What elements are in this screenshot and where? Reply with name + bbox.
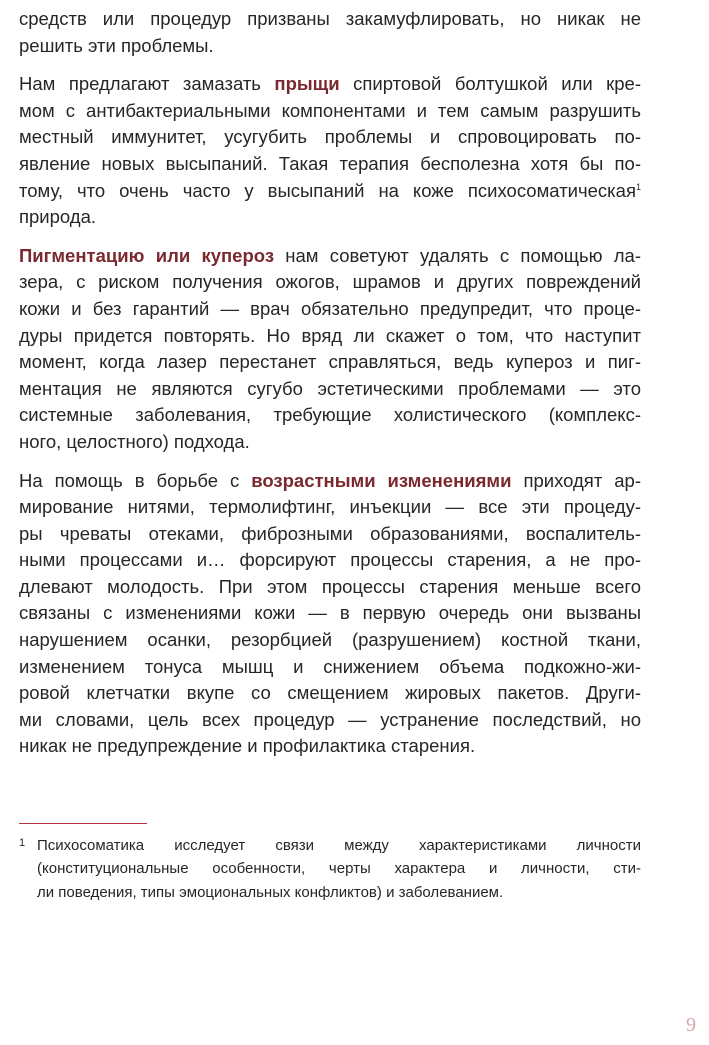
text-line: связаны с изменениями кожи — в первую очередь они вызваны	[19, 602, 641, 624]
text-line: природа.	[19, 206, 97, 228]
text-line: местный иммунитет, усугубить проблемы и спровоцировать по-	[19, 126, 641, 148]
footnote	[19, 834, 641, 904]
text-line: никак не предупреждение и профилактика старения.	[19, 735, 476, 757]
text-line: ми словами, цель всех процедур — устранение последствий, но	[19, 708, 641, 730]
text-line: ровой клетчатки вкупе со смещением жировых пакетов. Други-	[19, 682, 641, 704]
text-segment: тому, что очень часто у высыпаний на коже психосоматическая	[19, 179, 636, 201]
text-line	[19, 178, 641, 205]
footnote-number: 1	[19, 837, 26, 849]
text-line: ными процессами и… форсируют процессы старения, а не про-	[19, 549, 641, 571]
paragraph-4	[19, 468, 641, 761]
footnote-line: ли поведения, типы эмоциональных конфликтов) и заболеванием.	[37, 883, 504, 901]
text-segment: На помощь в борьбе с	[19, 469, 252, 491]
footnote-marker: 1	[635, 181, 641, 192]
text-segment: нам советуют удалять с помощью ла-	[274, 244, 641, 266]
text-line	[19, 243, 641, 270]
highlight-age-changes: возрастными изменениями	[251, 469, 512, 491]
text-segment: приходят ар-	[511, 469, 642, 491]
text-line: длевают молодость. При этом процессы старения меньше всего	[19, 575, 641, 597]
text-line: зера, с риском получения ожогов, шрамов и других повреждений	[19, 271, 641, 293]
footnote-line: Психосоматика исследует связи между характеристиками личности	[37, 837, 641, 854]
text-line: момент, когда лазер перестанет справляться, ведь купероз и пиг-	[19, 351, 641, 373]
text-line: ры чреваты отеками, фиброзными образованиями, воспалитель-	[19, 522, 641, 544]
text-line: ного, целостного) подхода.	[19, 430, 250, 452]
footnote-divider	[19, 823, 147, 824]
paragraph-1	[19, 6, 641, 59]
main-text	[19, 6, 641, 772]
footnote-body	[37, 834, 641, 904]
highlight-acne: прыщи	[274, 73, 340, 95]
text-line: дуры придется повторять. Но вряд ли скажет о том, что наступит	[19, 324, 641, 346]
text-line: средств или процедур призваны закамуфлировать, но никак не	[19, 8, 641, 29]
text-segment: спиртовой болтушкой или кре-	[339, 73, 641, 95]
paragraph-2	[19, 71, 641, 231]
text-line	[19, 71, 641, 98]
text-line: системные заболевания, требующие холистического (комплекс-	[19, 404, 641, 426]
text-line	[19, 468, 641, 495]
text-line: явление новых высыпаний. Такая терапия бесполезна хотя бы по-	[19, 152, 641, 174]
text-line: мом с антибактериальными компонентами и тем самым разрушить	[19, 99, 641, 121]
text-line: нарушением осанки, резорбцией (разрушением) костной ткани,	[19, 629, 641, 651]
text-line: ментация не являются сугубо эстетическими проблемами — это	[19, 377, 641, 399]
text-line: решить эти проблемы.	[19, 34, 214, 56]
text-line: изменением тонуса мышц и снижением объема подкожно-жи-	[19, 655, 641, 677]
highlight-pigmentation: Пигментацию или купероз	[19, 244, 275, 266]
footnote-line: (конституциональные особенности, черты характера и личности, сти-	[37, 860, 641, 878]
paragraph-3	[19, 243, 641, 456]
text-line: кожи и без гарантий — врач обязательно предупредит, что проце-	[19, 297, 641, 319]
text-line: мирование нитями, термолифтинг, инъекции — все эти процеду-	[19, 496, 641, 518]
text-segment: Нам предлагают замазать	[19, 73, 275, 95]
page-number: 9	[686, 1014, 696, 1036]
